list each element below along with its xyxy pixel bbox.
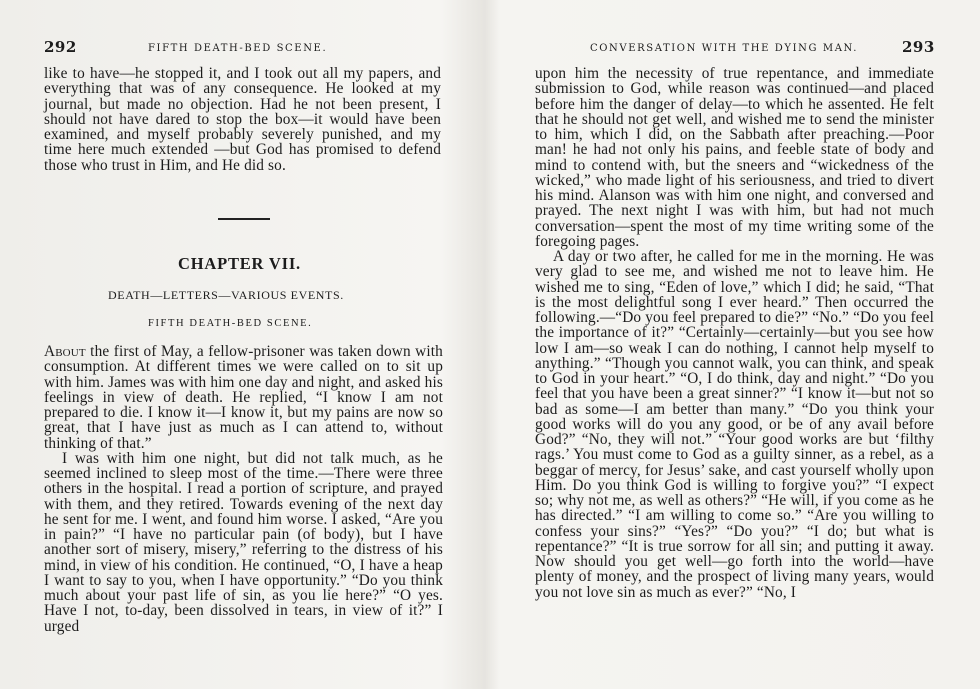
left-body (44, 344, 443, 634)
right-paragraph-2: A day or two after, he called for me in the morning. He was very glad to see me, and wished me not to leave him. He wished me to sing, “Eden of love,” which I did; he said, “That is the most delightful song I ever heard.” Then occurred the following.—“Do you feel prepared to die?” “No.” “Do you feel the importance of it?” “Certainly—certainly—but you see how low I am—so weak I can do nothing, I cannot help myself to anything.” “Though you cannot walk, you can think, and speak to God in your heart.” “O, I do think, day and night.” “Do you feel that you have been a great sinner?” “I know it—but not so bad as some—I am better than many.” “Do you think your good works will do you any good, or be of any avail before God?” “No, they will not.” “Your good works are but ‘filthy rags.’ You must come to God as a guilty sinner, as a rebel, as a beggar of mercy, for Jesus’ sake, and cast yourself wholly upon Him. Do you think God is willing to forgive you?” “I expect so; why not me, as well as others?” “He will, if you come as he has directed.” “I am willing to come so.” “Are you willing to confess your sins?” “Yes?” “Do you?” “I do; but what is repentance?” “It is true sorrow for all sin; and putting it away. Now should you get well—go forth into the world—have plenty of money, and the prospect of living many years, would you not love sin as much as ever?” “No, I (535, 248, 934, 601)
left-top-paragraph: like to have—he stopped it, and I took out all my papers, and everything that was of any consequence. He looked at my journal, but made no objection. Had he not been present, I should not have dared to stop the box—it would have been examined, and myself probably severely punished, and my time here much extended —but God has promised to defend those who trust in Him, and He did so. (44, 65, 441, 174)
section-divider (218, 218, 270, 220)
paragraph-1-text: the first of May, a fellow-prisoner was taken down with consumption. At different times we were called on to sit up with him. James was with him one day and night, and asked his feelings in view of death. He replied, “I know I am not prepared to die. I know it—I know it, but my pains are now so great, that I have just as much as I can attend to, without thinking of that.” (44, 343, 443, 452)
left-paragraph-2: I was with him one night, but did not talk much, as he seemed inclined to sleep most of the time.—There were three others in the hospital. I read a portion of scripture, and prayed with them, and they retired. Towards evening of the next day he sent for me. I went, and found him worse. I asked, “Are you in pain?” “I have no particular pain (of body), but I have another sort of misery, misery,” referring to the distress of his mind, in view of his condition. He continued, “O, I have a heap I want to say to you, when I have opportunity.” “Do you think much about your past life of sin, as you lie here?” “O yes. Have I not, to-day, been dissolved in tears, in view of it?” I urged (44, 449, 443, 635)
chapter-subtitle: DEATH—LETTERS—VARIOUS EVENTS. (108, 288, 344, 302)
section-heading: FIFTH DEATH-BED SCENE. (148, 318, 313, 329)
page-number-right: 293 (902, 38, 935, 56)
paragraph-lead: About (44, 343, 86, 360)
left-paragraph-1 (44, 344, 443, 451)
right-paragraph-1: upon him the necessity of true repentance, and immediate submission to God, while reason was continued—and placed before him the danger of delay—to which he assented. He felt that he should not get well, and wished me to send the minister to him, which I did, on the Sabbath after preaching.—Poor man! he had not only his pains, and feeble state of body and mind to contend with, but the sneers and “wickedness of the wicked,” who made light of his seriousness, and tried to divert his mind. Alanson was with him one night, and conversed and prayed. The next night I was with him, but had not much conversation—spent the most of my time writing some of the foregoing pages. (535, 65, 934, 250)
chapter-title: CHAPTER VII. (178, 254, 301, 273)
right-body (535, 66, 934, 600)
running-head-title-left: FIFTH DEATH-BED SCENE. (148, 43, 328, 54)
running-head-title-right: CONVERSATION WITH THE DYING MAN. (590, 43, 859, 54)
page-number-left: 292 (44, 38, 77, 56)
